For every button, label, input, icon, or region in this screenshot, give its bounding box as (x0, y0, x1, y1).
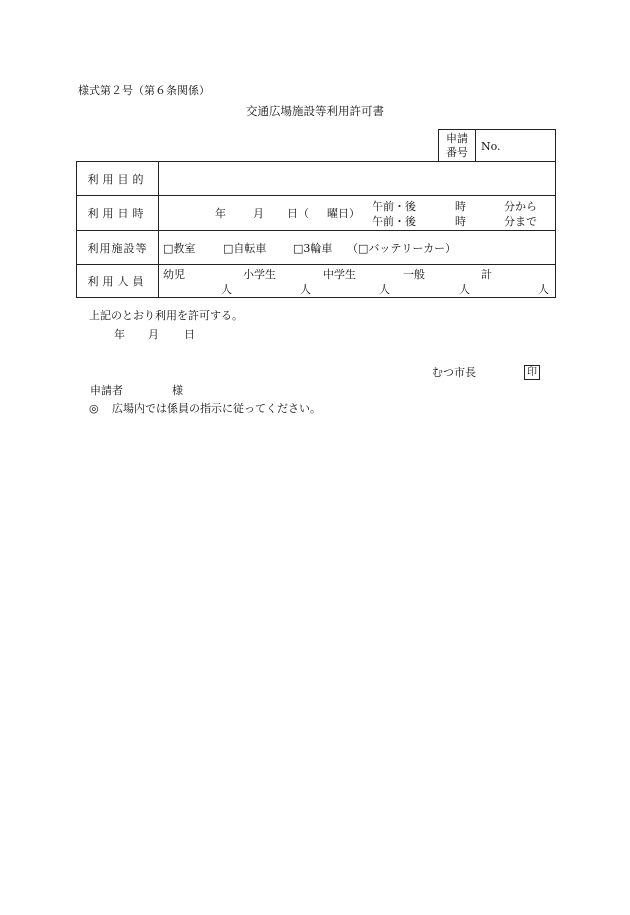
row-facility (77, 231, 555, 265)
document-title: 交通広場施設等利用許可書 (246, 104, 384, 118)
permission-date-month: 月 (148, 328, 159, 341)
application-number-label (439, 130, 476, 161)
usage-table (76, 161, 556, 298)
datetime-weekday: 曜日） (327, 207, 360, 220)
datetime-label: 利用日時 (77, 196, 159, 230)
people-junior-high-label: 中学生 (323, 268, 356, 281)
people-label: 利用人員 (77, 265, 159, 297)
note-mark: ◎ (89, 402, 99, 415)
note-text: 広場内では係員の指示に従ってください。 (112, 402, 321, 415)
purpose-field[interactable] (161, 164, 553, 194)
facility-option-classroom[interactable]: □教室 (163, 242, 196, 255)
application-number-field[interactable]: No. (481, 140, 501, 153)
form-number: 様式第２号（第６条関係） (78, 84, 210, 97)
people-infant-unit: 人 (221, 283, 232, 296)
datetime-ampm-start: 午前・後 (372, 200, 416, 213)
people-total-label: 計 (481, 268, 492, 281)
facility-option-bicycle[interactable]: □自転車 (223, 242, 267, 255)
facility-option-tricycle[interactable]: □3輪車 (293, 242, 333, 255)
datetime-ampm-end: 午前・後 (372, 215, 416, 228)
datetime-month: 月 (253, 207, 264, 220)
datetime-year: 年 (215, 207, 226, 220)
application-number-label-line1: 申請 (446, 131, 468, 145)
permission-date-year: 年 (114, 328, 125, 341)
people-elementary-label: 小学生 (243, 268, 276, 281)
row-purpose (77, 162, 555, 196)
application-number-label-line2: 番号 (446, 145, 468, 159)
applicant-label: 申請者 (90, 384, 123, 397)
people-elementary-unit: 人 (300, 283, 311, 296)
datetime-day: 日（ (287, 207, 309, 220)
datetime-hour-start: 時 (455, 200, 466, 213)
people-general-unit: 人 (459, 283, 470, 296)
application-number-box (438, 129, 556, 161)
purpose-label: 利用目的 (77, 162, 159, 195)
seal-stamp: 印 (524, 365, 540, 380)
datetime-minute-to: 分まで (504, 215, 537, 228)
mayor-title: むつ市長 (432, 366, 476, 379)
facility-option-battery-car[interactable]: （□バッテリーカー） (347, 242, 457, 255)
permission-date-day: 日 (184, 328, 195, 341)
people-junior-high-unit: 人 (379, 283, 390, 296)
people-general-label: 一般 (403, 268, 425, 281)
row-datetime (77, 196, 555, 231)
row-people (77, 265, 555, 297)
people-infant-label: 幼児 (163, 268, 185, 281)
permission-statement: 上記のとおり利用を許可する。 (89, 309, 243, 322)
facility-label: 利用施設等 (77, 231, 159, 264)
datetime-minute-from: 分から (504, 200, 537, 213)
datetime-hour-end: 時 (455, 215, 466, 228)
people-total-unit: 人 (538, 283, 549, 296)
applicant-honorific: 様 (172, 384, 183, 397)
